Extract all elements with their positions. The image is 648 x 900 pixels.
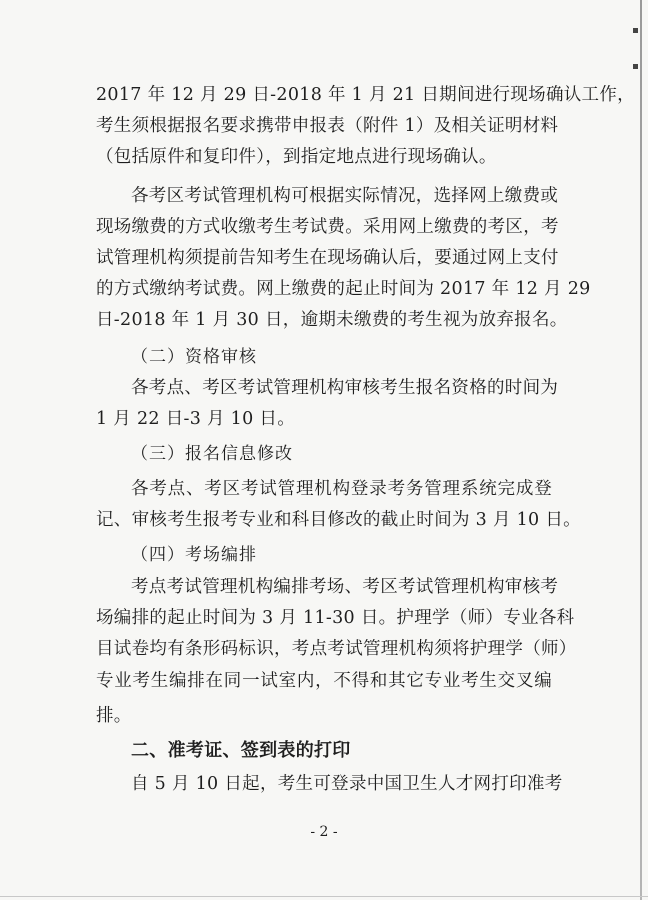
scan-edge-right	[640, 0, 642, 900]
paragraph-line: 各考点、考区考试管理机构审核考生报名资格的时间为	[131, 378, 559, 398]
subheading: （三）报名信息修改	[131, 444, 293, 464]
paragraph-line: 考点考试管理机构编排考场、考区考试管理机构审核考	[131, 577, 559, 597]
section-heading: 二、准考证、签到表的打印	[131, 740, 351, 761]
paragraph-line: 各考点、考区考试管理机构登录考务管理系统完成登	[131, 479, 552, 499]
scan-mark	[633, 28, 638, 33]
paragraph-line: 的方式缴纳考试费。网上缴费的起止时间为 2017 年 12 月 29	[96, 279, 591, 299]
page-number: - 2 -	[310, 824, 338, 840]
paragraph-line: 记、审核考生报考专业和科目修改的截止时间为 3 月 10 日。	[96, 510, 581, 530]
subheading: （四）考场编排	[131, 545, 257, 565]
paragraph-line: 2017 年 12 月 29 日-2018 年 1 月 21 日期间进行现场确认工作，	[96, 85, 635, 105]
paragraph-line: 日-2018 年 1 月 30 日，逾期未缴费的考生视为放弃报名。	[96, 310, 568, 330]
paragraph-line: 试管理机构须提前告知考生在现场确认后，要通过网上支付	[96, 248, 559, 268]
paragraph-line: 排。	[96, 706, 132, 726]
paragraph-line: 目试卷均有条形码标识，考点考试管理机构须将护理学（师）	[96, 639, 577, 659]
paragraph-line: 现场缴费的方式收缴考生考试费。采用网上缴费的考区，考	[96, 217, 559, 237]
paragraph-line: 专业考生编排在同一试室内，不得和其它专业考生交叉编	[96, 671, 552, 691]
paragraph-line: 各考区考试管理机构可根据实际情况，选择网上缴费或	[131, 186, 559, 206]
paragraph-line: 场编排的起止时间为 3 月 11-30 日。护理学（师）专业各科	[96, 608, 575, 628]
paragraph-line: 1 月 22 日-3 月 10 日。	[96, 409, 295, 429]
paragraph-line: （包括原件和复印件），到指定地点进行现场确认。	[96, 147, 497, 167]
paragraph-line: 自 5 月 10 日起，考生可登录中国卫生人才网打印准考	[131, 774, 563, 794]
subheading: （二）资格审核	[131, 347, 257, 367]
paragraph-line: 考生须根据报名要求携带申报表（附件 1）及相关证明材料	[96, 116, 559, 136]
scan-edge-bottom	[0, 896, 648, 897]
scan-mark	[633, 64, 638, 69]
